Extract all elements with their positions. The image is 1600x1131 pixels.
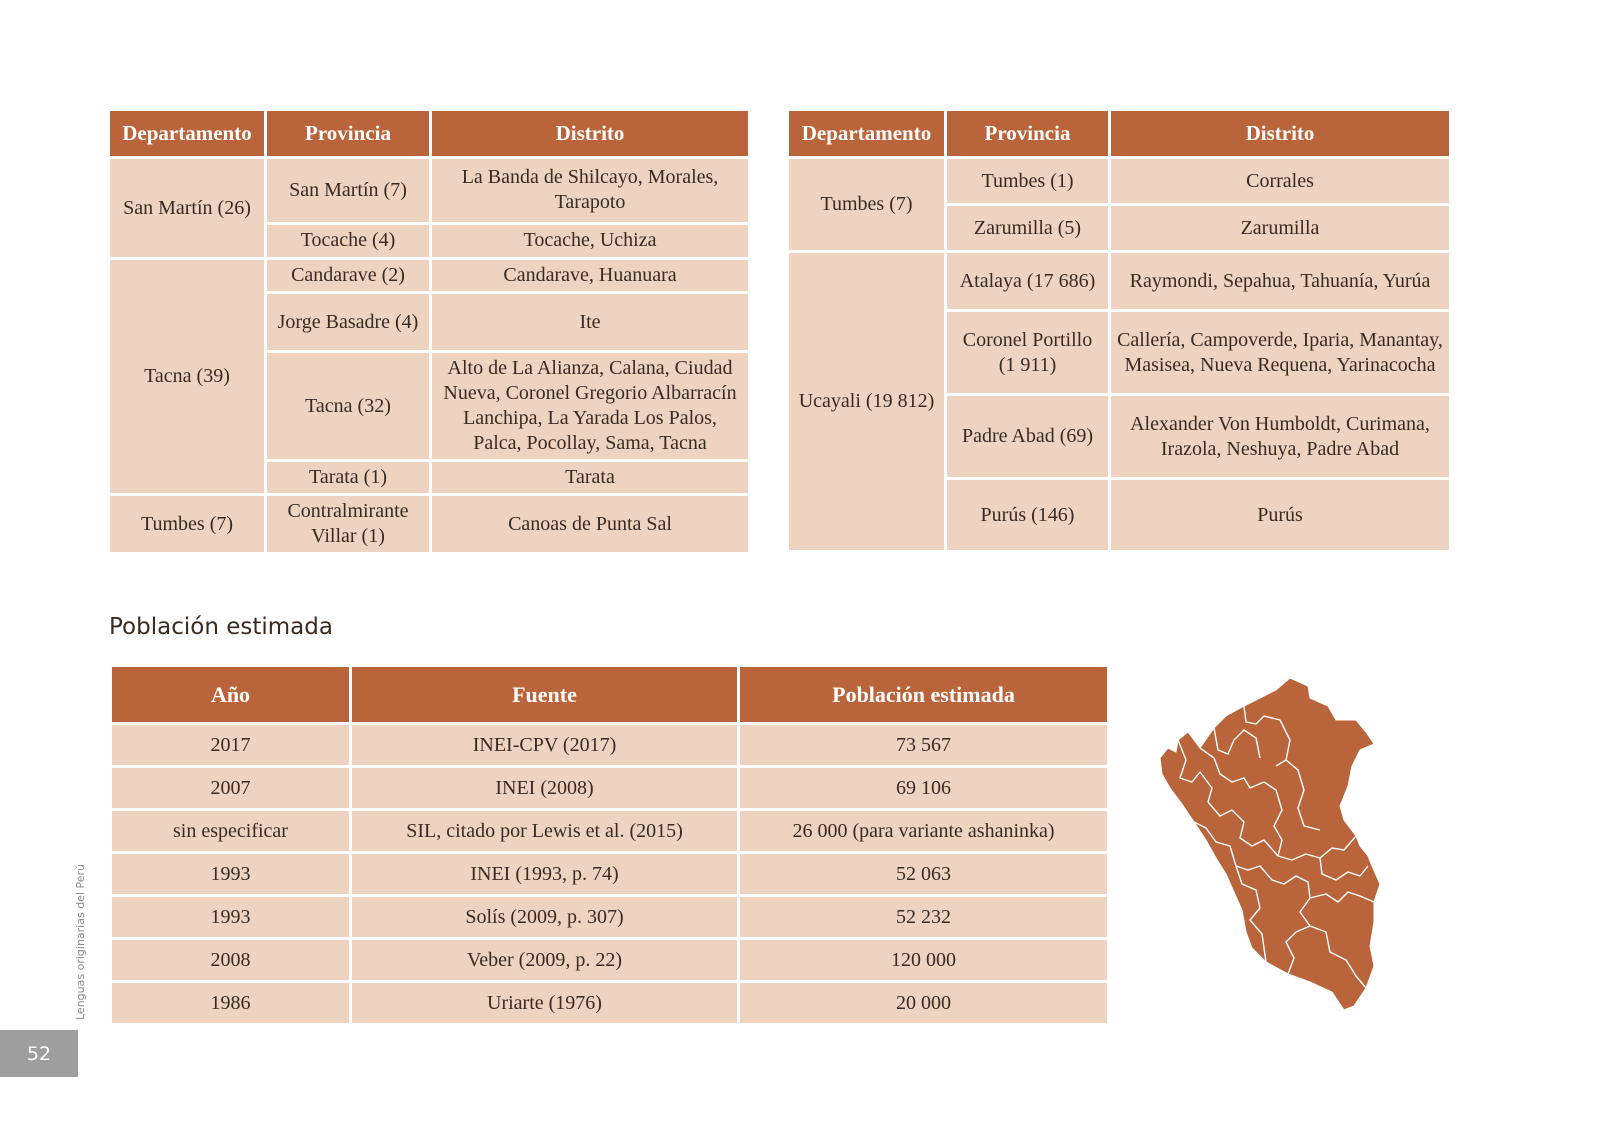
side-running-title: Lenguas originarias del Perú — [74, 863, 87, 1020]
source-cell: SIL, citado por Lewis et al. (2015) — [351, 810, 739, 853]
distrito-cell: Purús — [1110, 479, 1451, 552]
table-row — [788, 158, 1451, 205]
provincia-cell: Zarumilla (5) — [946, 205, 1110, 252]
distribution-table-left — [107, 108, 751, 555]
distrito-cell: Ite — [431, 293, 750, 352]
header-provincia: Provincia — [266, 110, 431, 158]
year-cell: 1986 — [111, 982, 351, 1025]
header-distrito: Distrito — [431, 110, 750, 158]
distrito-cell: Raymondi, Sepahua, Tahuanía, Yurúa — [1110, 252, 1451, 311]
population-table — [109, 664, 1110, 1026]
distrito-cell: Zarumilla — [1110, 205, 1451, 252]
population-cell: 26 000 (para variante ashaninka) — [739, 810, 1109, 853]
departamento-cell: Tumbes (7) — [109, 495, 266, 554]
year-cell: sin especificar — [111, 810, 351, 853]
section-title: Población estimada — [109, 614, 333, 640]
table-row — [111, 724, 1109, 767]
departamento-cell: Tumbes (7) — [788, 158, 946, 252]
table-row — [111, 982, 1109, 1025]
table-row — [111, 767, 1109, 810]
table-row — [111, 939, 1109, 982]
peru-outline — [1160, 678, 1380, 1010]
table-row — [109, 495, 750, 554]
population-cell: 73 567 — [739, 724, 1109, 767]
year-cell: 1993 — [111, 896, 351, 939]
distrito-cell: Tocache, Uchiza — [431, 223, 750, 258]
source-cell: INEI (1993, p. 74) — [351, 853, 739, 896]
provincia-cell: Padre Abad (69) — [946, 395, 1110, 479]
source-cell: Solís (2009, p. 307) — [351, 896, 739, 939]
provincia-cell: Jorge Basadre (4) — [266, 293, 431, 352]
year-cell: 2007 — [111, 767, 351, 810]
provincia-cell: Tocache (4) — [266, 223, 431, 258]
provincia-cell: Coronel Portillo (1 911) — [946, 311, 1110, 395]
header-fuente: Fuente — [351, 666, 739, 724]
table-row — [109, 259, 750, 293]
header-ano: Año — [111, 666, 351, 724]
distrito-cell: Callería, Campoverde, Iparia, Manantay, Masisea, Nueva Requena, Yarinacocha — [1110, 311, 1451, 395]
departamento-cell: Tacna (39) — [109, 259, 266, 495]
header-departamento: Departamento — [788, 110, 946, 158]
distrito-cell: Tarata — [431, 461, 750, 495]
departamento-cell: Ucayali (19 812) — [788, 252, 946, 552]
departamento-cell: San Martín (26) — [109, 158, 266, 259]
header-departamento: Departamento — [109, 110, 266, 158]
year-cell: 2008 — [111, 939, 351, 982]
provincia-cell: San Martín (7) — [266, 158, 431, 224]
provincia-cell: Candarave (2) — [266, 259, 431, 293]
distrito-cell: Candarave, Huanuara — [431, 259, 750, 293]
page-number: 52 — [0, 1030, 78, 1077]
population-cell: 52 232 — [739, 896, 1109, 939]
table-row — [788, 252, 1451, 311]
header-distrito: Distrito — [1110, 110, 1451, 158]
table-row — [111, 896, 1109, 939]
source-cell: INEI-CPV (2017) — [351, 724, 739, 767]
population-cell: 20 000 — [739, 982, 1109, 1025]
population-cell: 52 063 — [739, 853, 1109, 896]
distrito-cell: Alto de La Alianza, Calana, Ciudad Nueva, Coronel Gregorio Albarracín Lanchipa, La Yarada Los Palos, Palca, Pocollay, Sama, Tacna — [431, 352, 750, 461]
provincia-cell: Purús (146) — [946, 479, 1110, 552]
year-cell: 1993 — [111, 853, 351, 896]
year-cell: 2017 — [111, 724, 351, 767]
source-cell: Veber (2009, p. 22) — [351, 939, 739, 982]
distrito-cell: Corrales — [1110, 158, 1451, 205]
distrito-cell: Canoas de Punta Sal — [431, 495, 750, 554]
provincia-cell: Tarata (1) — [266, 461, 431, 495]
header-provincia: Provincia — [946, 110, 1110, 158]
table-row — [111, 853, 1109, 896]
population-cell: 120 000 — [739, 939, 1109, 982]
distribution-table-right — [786, 108, 1452, 553]
source-cell: Uriarte (1976) — [351, 982, 739, 1025]
population-cell: 69 106 — [739, 767, 1109, 810]
provincia-cell: Atalaya (17 686) — [946, 252, 1110, 311]
provincia-cell: Tacna (32) — [266, 352, 431, 461]
distrito-cell: La Banda de Shilcayo, Morales, Tarapoto — [431, 158, 750, 224]
distrito-cell: Alexander Von Humboldt, Curimana, Irazola, Neshuya, Padre Abad — [1110, 395, 1451, 479]
source-cell: INEI (2008) — [351, 767, 739, 810]
table-header-row — [109, 110, 750, 158]
table-header-row — [111, 666, 1109, 724]
table-row — [111, 810, 1109, 853]
table-header-row — [788, 110, 1451, 158]
provincia-cell: Contralmirante Villar (1) — [266, 495, 431, 554]
peru-map-icon — [1160, 670, 1420, 1030]
provincia-cell: Tumbes (1) — [946, 158, 1110, 205]
table-row — [109, 158, 750, 224]
header-poblacion: Población estimada — [739, 666, 1109, 724]
